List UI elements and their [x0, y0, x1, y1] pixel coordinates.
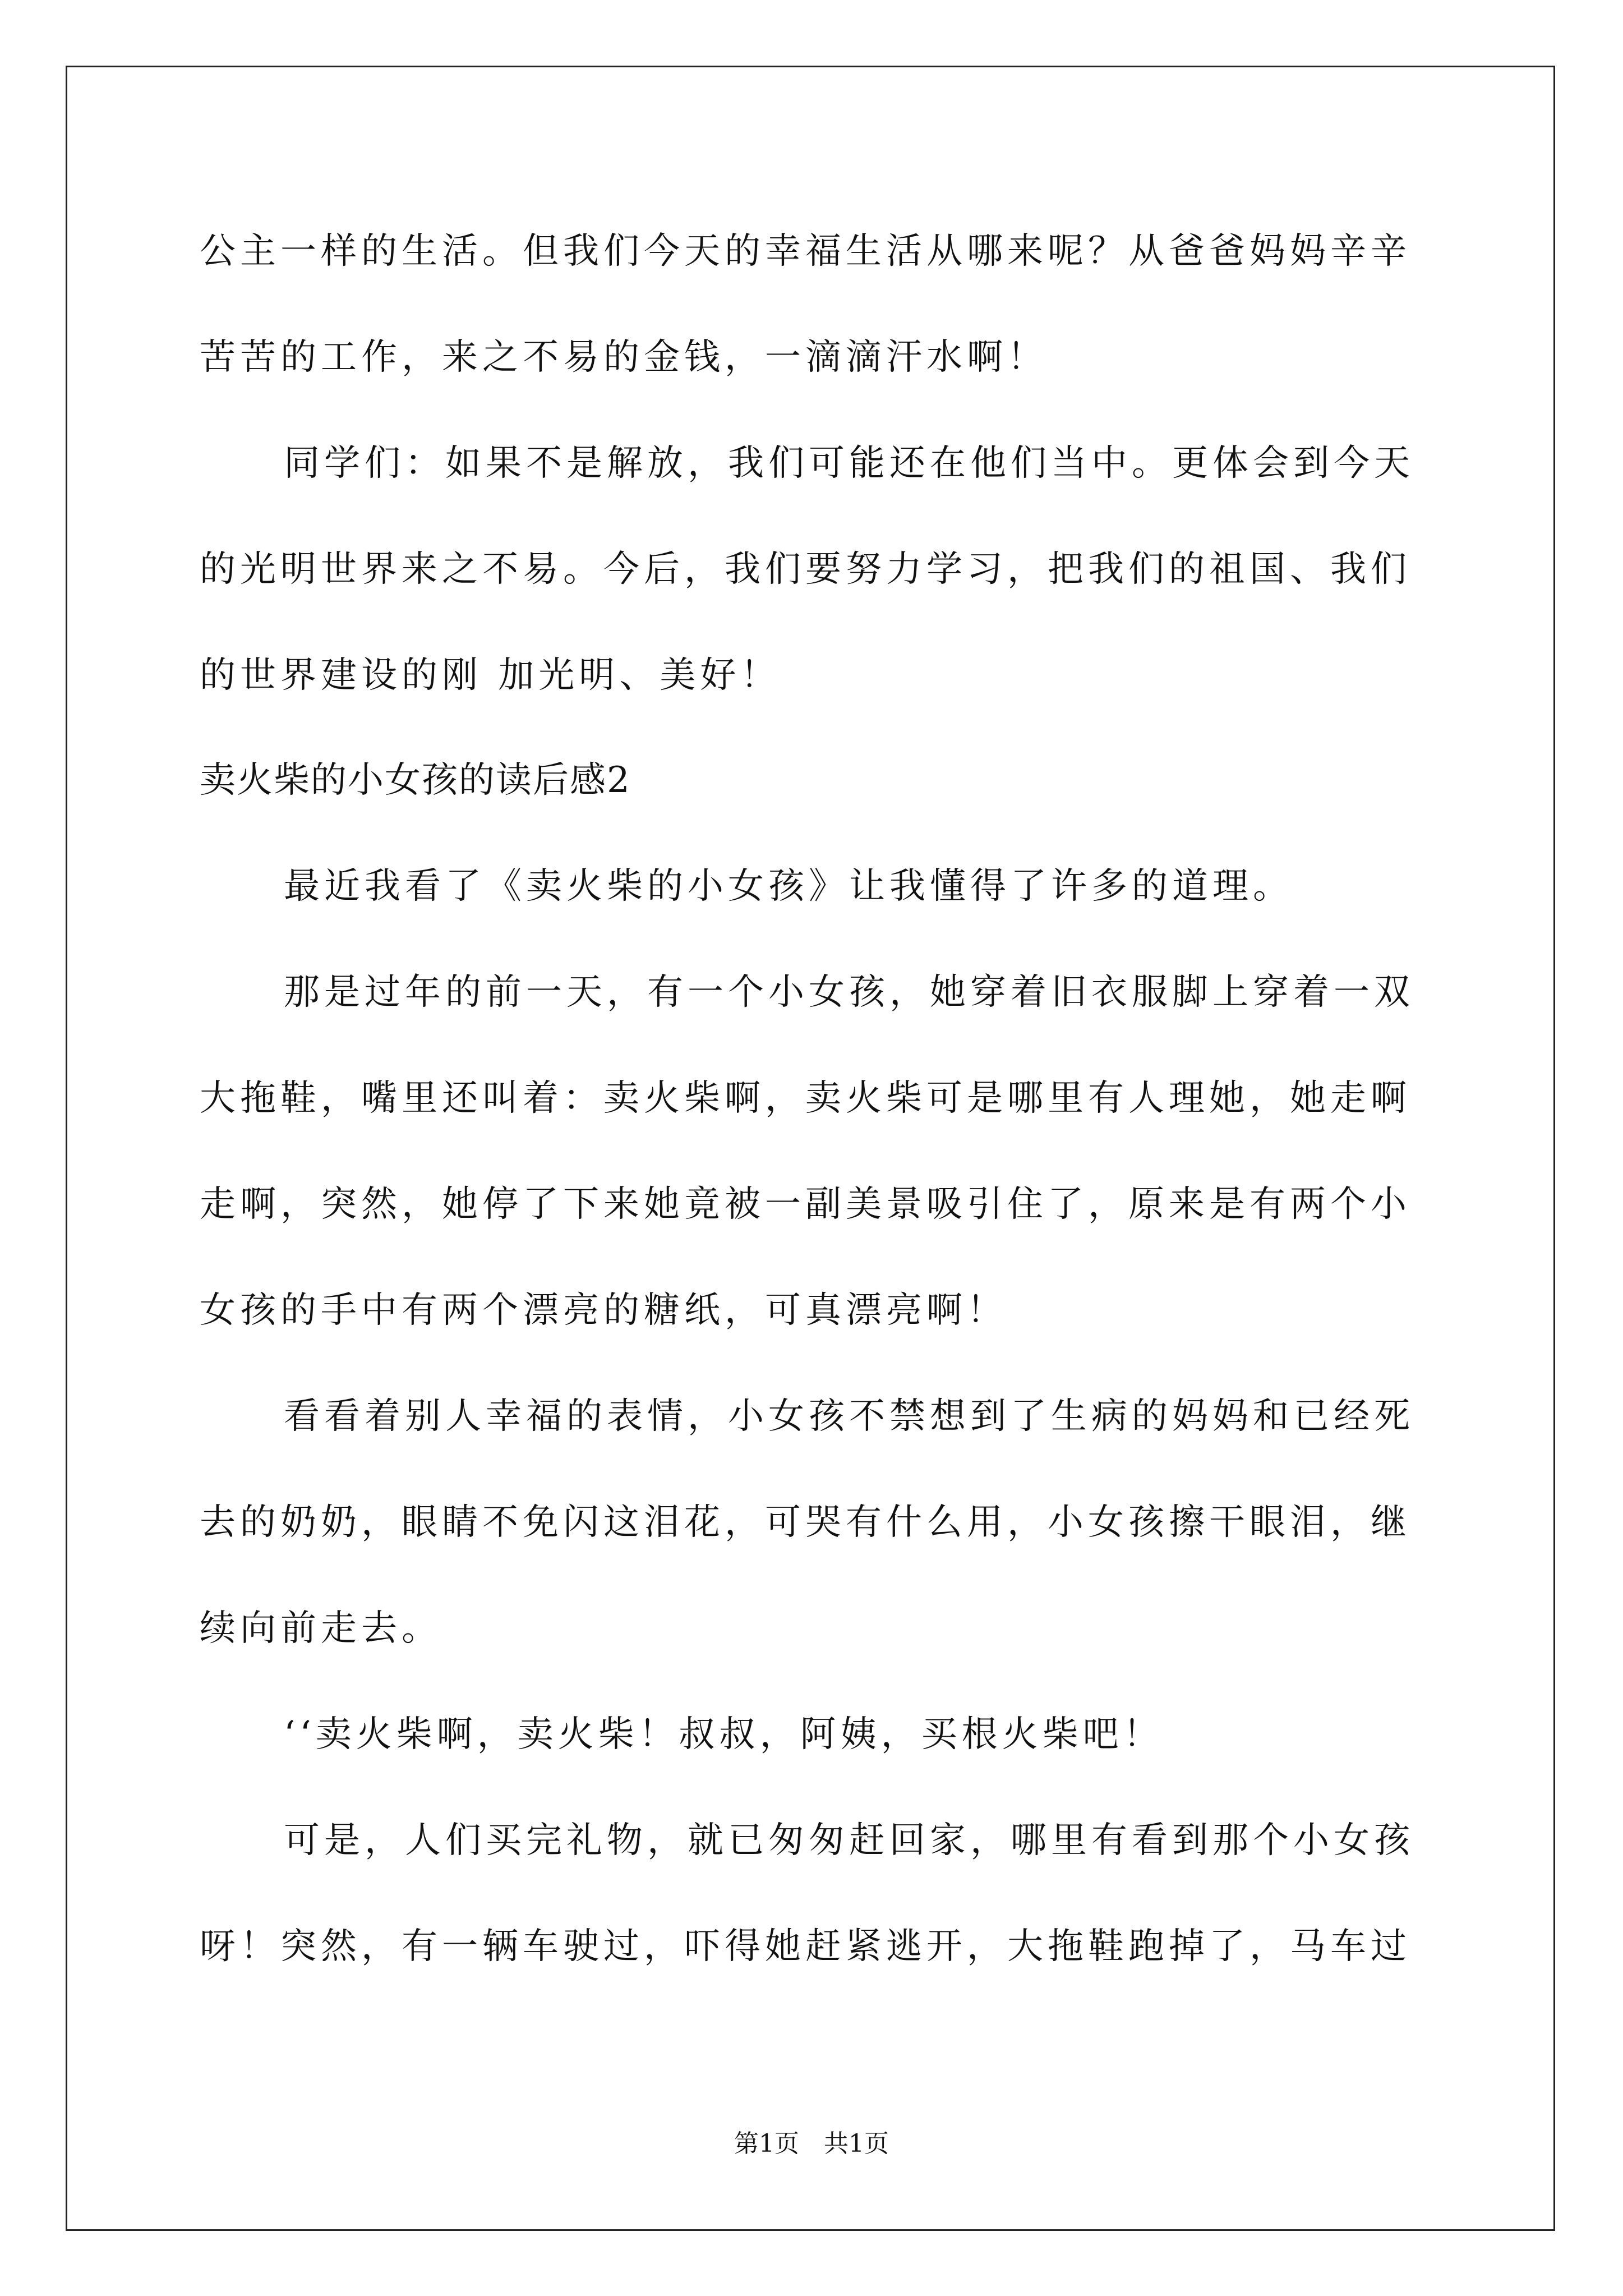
body-line: 的光明世界来之不易。今后，我们要努力学习，把我们的祖国、我们 — [200, 549, 1411, 590]
paragraph-first-line: 那是过年的前一天，有一个小女孩，她穿着旧衣服脚上穿着一双 — [284, 972, 1414, 1013]
paragraph-first-line: 最近我看了《卖火柴的小女孩》让我懂得了许多的道理。 — [284, 866, 1293, 907]
body-line: 续向前走去。 — [200, 1608, 442, 1649]
paragraph-first-line: 可是，人们买完礼物，就已匆匆赶回家，哪里有看到那个小女孩 — [284, 1820, 1414, 1861]
body-line: 去的奶奶，眼睛不免闪这泪花，可哭有什么用，小女孩擦干眼泪，继 — [200, 1502, 1411, 1543]
body-line: 女孩的手中有两个漂亮的糖纸，可真漂亮啊！ — [200, 1290, 1007, 1331]
paragraph-first-line: 看看着别人幸福的表情，小女孩不禁想到了生病的妈妈和已经死 — [284, 1396, 1414, 1437]
body-line: 公主一样的生活。但我们今天的幸福生活从哪来呢？从爸爸妈妈辛辛 — [200, 231, 1411, 272]
page-border — [66, 66, 1555, 2231]
body-line: 苦苦的工作，来之不易的金钱，一滴滴汗水啊！ — [200, 337, 1048, 378]
paragraph-first-line: 同学们：如果不是解放，我们可能还在他们当中。更体会到今天 — [284, 443, 1414, 484]
page-footer: 第1页 共1页 — [734, 2129, 889, 2158]
body-line: 呀！突然，有一辆车驶过，吓得她赶紧逃开，大拖鞋跑掉了，马车过 — [200, 1926, 1411, 1967]
quote-line: ‘‘卖火柴啊，卖火柴！叔叔，阿姨，买根火柴吧！ — [284, 1714, 1164, 1755]
body-line: 走啊，突然，她停了下来她竟被一副美景吸引住了，原来是有两个小 — [200, 1184, 1411, 1225]
body-line: 的世界建设的刚 加光明、美好！ — [200, 655, 781, 696]
body-line: 大拖鞋，嘴里还叫着：卖火柴啊，卖火柴可是哪里有人理她，她走啊 — [200, 1078, 1411, 1119]
section-title: 卖火柴的小女孩的读后感2 — [200, 760, 631, 801]
